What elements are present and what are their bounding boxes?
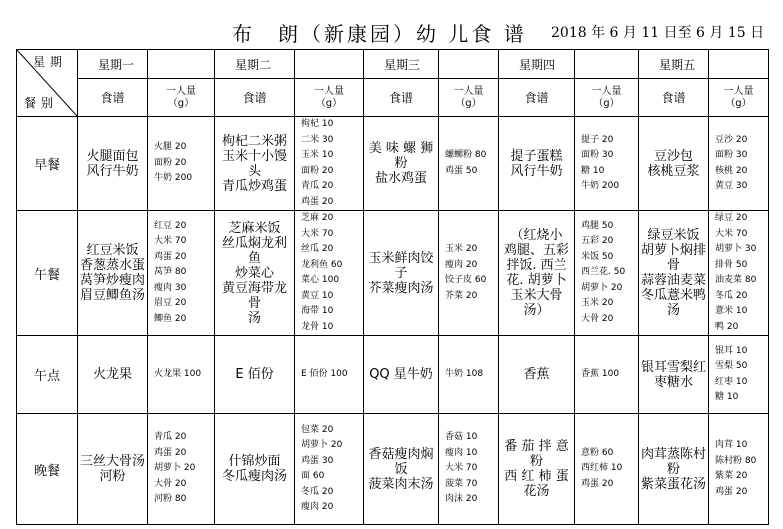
dish-cell xyxy=(499,211,575,336)
ingredient-item: 面粉 30 xyxy=(581,150,614,160)
dish-name-line: 肉茸蒸陈村 xyxy=(641,446,707,462)
quantity-header-line: （g） xyxy=(593,97,620,109)
ingredient-item: 包菜 20 xyxy=(301,424,334,435)
ingredient-cell xyxy=(575,336,639,414)
dish-name-line: 眉豆鲫鱼汤 xyxy=(80,288,146,303)
ingredient-item: 银耳 10 xyxy=(715,345,748,356)
meal-label: 午餐 xyxy=(17,211,78,336)
ingredient-item: 薏米 10 xyxy=(715,306,748,316)
dish-name-line: 莴笋炒瘦肉 xyxy=(80,273,146,288)
meal-label: 晚餐 xyxy=(17,414,78,525)
ingredient-item: 枸杞 10 xyxy=(301,119,334,129)
ingredient-cell xyxy=(295,414,364,525)
ingredient-cell xyxy=(295,117,364,211)
ingredient-item: 火腿 20 xyxy=(154,142,187,153)
dish-name-line: 紫菜蛋花汤 xyxy=(641,476,707,492)
ingredient-item: 肉沫 20 xyxy=(445,494,478,505)
dish-name-line: 饭 xyxy=(394,461,408,477)
dish-name-line: 冬瓜薏米鸭 xyxy=(641,288,707,303)
quantity-header-line: （g） xyxy=(455,97,482,109)
ingredient-item: 意粉 60 xyxy=(581,447,614,458)
ingredient-cell xyxy=(709,211,769,336)
dish-name-line: 蒜蓉油麦菜 xyxy=(641,273,707,288)
day-header: 星期四 xyxy=(499,50,575,79)
quantity-header-line: 一人量 xyxy=(314,85,344,97)
dish-name-line: 风行牛奶 xyxy=(510,163,563,179)
meal-row xyxy=(17,117,769,211)
quantity-column-header xyxy=(709,79,769,117)
ingredient-item: 瘦肉 30 xyxy=(154,282,187,293)
dish-cell xyxy=(364,414,439,525)
dish-name-line: 粉 xyxy=(529,454,543,469)
ingredient-cell xyxy=(575,117,639,211)
day-header: 星期五 xyxy=(639,50,709,79)
ingredient-cell xyxy=(575,211,639,336)
recipe-column-header: 食谱 xyxy=(215,79,295,117)
dish-cell xyxy=(215,336,295,414)
dish-name-line: 核桃豆浆 xyxy=(647,163,700,179)
ingredient-item: 瘦肉 10 xyxy=(445,447,478,458)
ingredient-item: 海带 10 xyxy=(301,306,334,316)
quantity-header-line: （g） xyxy=(315,97,343,109)
ingredient-cell xyxy=(709,117,769,211)
dish-name-line: 枣糖水 xyxy=(653,374,693,390)
ingredient-item: 大米 70 xyxy=(301,228,334,239)
dish-name-line: 火龙果 xyxy=(92,367,132,382)
day-header: 星期一 xyxy=(78,50,148,79)
ingredient-cell xyxy=(439,414,499,525)
ingredient-item: 胡萝卜 20 xyxy=(581,282,623,293)
ingredient-item: 鲫鱼 20 xyxy=(154,313,187,324)
ingredient-item: 雪梨 50 xyxy=(715,361,748,371)
ingredient-item: 菠菜 70 xyxy=(445,478,478,489)
dish-name-line: （红烧小 xyxy=(510,228,563,243)
ingredient-item: 丝瓜 20 xyxy=(301,244,334,254)
ingredient-item: 鸡腿 50 xyxy=(581,220,614,231)
ingredient-item: 牛奶 200 xyxy=(154,173,193,184)
quantity-header-line: 一人量 xyxy=(453,85,484,97)
dish-name-line: 番 茄 拌 意 xyxy=(504,439,569,454)
ingredient-item: 鸡蛋 20 xyxy=(154,447,187,458)
ingredient-item: 莴笋 80 xyxy=(154,267,187,278)
dish-name-line: 粉 xyxy=(666,461,680,477)
ingredient-item: 瘦肉 20 xyxy=(445,259,478,270)
ingredient-item: 黄豆 10 xyxy=(301,290,334,301)
ingredient-item: 玉米 20 xyxy=(445,244,478,254)
dish-name-line: 菠菜肉末汤 xyxy=(368,476,434,492)
dish-name-line: 香蕉 xyxy=(523,367,550,382)
dish-cell xyxy=(364,336,439,414)
column-header-row xyxy=(17,79,769,117)
dish-name-line: 风行牛奶 xyxy=(86,163,139,179)
dish-name-line: 豆沙包 xyxy=(653,148,693,164)
dish-cell xyxy=(78,414,148,525)
dish-name-line: 花汤 xyxy=(523,484,550,499)
ingredient-item: 菜心 100 xyxy=(301,275,340,285)
day-header-row xyxy=(17,50,769,79)
ingredient-item: 冬瓜 20 xyxy=(715,290,748,301)
quantity-column-header xyxy=(575,79,639,117)
ingredient-item: 香蕉 100 xyxy=(581,368,620,379)
dish-name-line: 火腿面包 xyxy=(86,148,139,164)
dish-name-line: 汤） xyxy=(523,303,550,318)
ingredient-item: 大骨 20 xyxy=(581,313,614,324)
ingredient-item: 二米 30 xyxy=(301,134,334,145)
ingredient-item: 龙利鱼 60 xyxy=(301,259,343,270)
dish-name-line: 玉米鲜肉饺 xyxy=(368,250,434,266)
dish-name-line: 鸡腿、五彩 xyxy=(503,243,569,258)
dish-name-line: 盐水鸡蛋 xyxy=(374,171,427,186)
dish-name-line: 丝瓜焖龙利鱼 xyxy=(221,235,287,266)
quantity-header-line: （g） xyxy=(725,97,752,109)
ingredient-item: 鸡蛋 20 xyxy=(154,251,187,262)
ingredient-item: 牛奶 200 xyxy=(581,181,620,191)
ingredient-item: 大米 70 xyxy=(154,236,187,247)
dish-cell xyxy=(215,117,295,211)
dish-cell xyxy=(364,211,439,336)
ingredient-item: 排骨 50 xyxy=(715,259,748,270)
recipe-column-header: 食谱 xyxy=(499,79,575,117)
ingredient-item: 鸡蛋 20 xyxy=(581,478,614,489)
ingredient-item: 核桃 20 xyxy=(715,165,748,176)
corner-day-label: 星期 xyxy=(32,55,67,69)
ingredient-cell xyxy=(709,414,769,525)
ingredient-item: 冬瓜 20 xyxy=(301,486,334,497)
dish-name-line: 西 红 柿 蛋 xyxy=(504,469,569,484)
ingredient-item: 提子 20 xyxy=(581,134,614,145)
day-header: 星期二 xyxy=(215,50,295,79)
dish-name-line: 香菇瘦肉焖 xyxy=(368,446,434,462)
meal-row xyxy=(17,414,769,525)
day-header: 星期三 xyxy=(364,50,439,79)
dish-name-line: 提子蛋糕 xyxy=(510,148,563,164)
meal-row xyxy=(17,211,769,336)
ingredient-item: 五彩 20 xyxy=(581,236,614,247)
dish-name-line: 骨 xyxy=(666,258,680,273)
ingredient-item: 米饭 50 xyxy=(581,251,614,262)
ingredient-cell xyxy=(295,336,364,414)
ingredient-item: 绿豆 20 xyxy=(715,213,748,223)
ingredient-item: 香菇 10 xyxy=(445,432,478,443)
ingredient-item: 火龙果 100 xyxy=(154,368,202,379)
ingredient-cell xyxy=(439,117,499,211)
ingredient-item: 红枣 10 xyxy=(715,376,748,387)
dish-name-line: 炒菜心 xyxy=(234,265,274,281)
ingredient-cell xyxy=(295,211,364,336)
dish-name-line: 粉 xyxy=(394,156,408,171)
meal-label: 午点 xyxy=(17,336,78,414)
dish-name-line: QQ 星牛奶 xyxy=(369,367,433,382)
quantity-header-line: 一人量 xyxy=(723,85,754,97)
dish-cell xyxy=(499,414,575,525)
dish-cell xyxy=(78,117,148,211)
dish-name-line: 河粉 xyxy=(99,469,126,484)
dish-name-line: 绿豆米饭 xyxy=(647,228,700,243)
ingredient-item: 龙骨 10 xyxy=(301,321,334,332)
ingredient-item: 红豆 20 xyxy=(154,220,187,231)
recipe-column-header: 食谱 xyxy=(78,79,148,117)
quantity-column-header xyxy=(295,79,364,117)
ingredient-item: 豆沙 20 xyxy=(715,134,748,145)
ingredient-item: 大骨 20 xyxy=(154,478,187,489)
menu-table xyxy=(16,49,769,525)
dish-name-line: 黄豆海带龙骨 xyxy=(221,280,287,311)
ingredient-item: 玉米 20 xyxy=(581,298,614,309)
dish-cell xyxy=(78,336,148,414)
ingredient-item: 鸡蛋 50 xyxy=(445,165,478,176)
dish-cell xyxy=(215,211,295,336)
dish-name-line: 红豆米饭 xyxy=(86,243,139,258)
ingredient-item: 糖 10 xyxy=(715,392,739,402)
ingredient-item: 油麦菜 80 xyxy=(715,275,757,285)
dish-cell xyxy=(499,336,575,414)
ingredient-item: 芝麻 20 xyxy=(301,213,334,223)
dish-name-line: 子 xyxy=(394,265,408,281)
dish-name-line: 玉米十小馒头 xyxy=(221,148,287,179)
ingredient-cell xyxy=(575,414,639,525)
ingredient-item: 饺子皮 60 xyxy=(445,275,487,285)
dish-name-line: 香葱蒸水蛋 xyxy=(80,258,146,273)
ingredient-item: 胡萝卜 20 xyxy=(154,463,196,474)
dish-name-line: 汤 xyxy=(247,310,261,326)
quantity-header-line: 一人量 xyxy=(591,85,622,97)
ingredient-item: 胡萝卜 30 xyxy=(715,244,757,254)
ingredient-item: 鸡蛋 20 xyxy=(301,196,334,207)
ingredient-item: 糖 10 xyxy=(581,165,605,176)
dish-name-line: E 佰份 xyxy=(235,367,274,382)
dish-name-line: 三丝大骨汤 xyxy=(80,454,146,469)
ingredient-item: 肉茸 10 xyxy=(715,440,748,450)
ingredient-item: 面粉 20 xyxy=(154,157,187,168)
ingredient-cell xyxy=(709,336,769,414)
ingredient-cell xyxy=(439,211,499,336)
dish-cell xyxy=(78,211,148,336)
ingredient-item: 面粉 30 xyxy=(715,150,748,160)
ingredient-item: 大米 70 xyxy=(445,463,478,474)
quantity-column-header xyxy=(148,79,215,117)
ingredient-cell xyxy=(439,336,499,414)
meal-row xyxy=(17,336,769,414)
date-range: 2018 年 6 月 11 日至 6 月 15 日 xyxy=(551,25,765,41)
ingredient-item: 鸭 20 xyxy=(715,321,739,332)
ingredient-item: 芥菜 20 xyxy=(445,290,478,301)
dish-name-line: 青瓜炒鸡蛋 xyxy=(221,178,287,194)
dish-name-line: 芥菜瘦肉汤 xyxy=(368,280,434,296)
ingredient-item: 河粉 80 xyxy=(154,494,187,505)
dish-cell xyxy=(639,117,709,211)
ingredient-item: 西兰花. 50 xyxy=(581,267,626,278)
corner-cell xyxy=(17,50,78,117)
ingredient-item: 大米 70 xyxy=(715,228,748,239)
dish-name-line: 冬瓜瘦肉汤 xyxy=(221,469,287,484)
dish-name-line: 银耳雪梨红 xyxy=(641,359,707,375)
meal-label: 早餐 xyxy=(17,117,78,211)
dish-cell xyxy=(639,414,709,525)
dish-name-line: 拌饭. 西兰 xyxy=(506,258,567,273)
quantity-header-line: 一人量 xyxy=(166,85,196,97)
ingredient-item: 胡萝卜 20 xyxy=(301,440,343,450)
recipe-column-header: 食谱 xyxy=(639,79,709,117)
dish-cell xyxy=(364,117,439,211)
dish-cell xyxy=(499,117,575,211)
ingredient-cell xyxy=(148,117,215,211)
dish-cell xyxy=(639,211,709,336)
menu-title: 布 朗（新康园）幼 儿食 谱 xyxy=(232,22,527,46)
dish-name-line: 什锦炒面 xyxy=(228,454,281,469)
ingredient-cell xyxy=(148,211,215,336)
ingredient-item: 玉米 10 xyxy=(301,150,334,160)
ingredient-item: 螺蛳粉 80 xyxy=(445,150,487,160)
dish-name-line: 胡萝卜焖排 xyxy=(641,243,707,258)
ingredient-item: 瘦肉 20 xyxy=(301,502,334,512)
ingredient-item: 牛奶 108 xyxy=(445,368,484,379)
ingredient-item: 眉豆 20 xyxy=(154,298,187,309)
ingredient-item: 青瓜 20 xyxy=(154,432,187,443)
quantity-header-line: （g） xyxy=(167,97,195,109)
ingredient-item: 面 60 xyxy=(301,471,325,481)
quantity-column-header xyxy=(439,79,499,117)
ingredient-item: 鸡蛋 30 xyxy=(301,455,334,466)
ingredient-item: 鸡蛋 20 xyxy=(715,486,748,497)
dish-name-line: 枸杞二米粥 xyxy=(221,133,287,149)
ingredient-item: E 佰份 100 xyxy=(301,368,348,379)
dish-name-line: 美 味 螺 狮 xyxy=(368,141,434,156)
ingredient-item: 青瓜 20 xyxy=(301,181,334,191)
corner-meal-label: 餐别 xyxy=(24,96,59,110)
dish-cell xyxy=(639,336,709,414)
recipe-column-header: 食谱 xyxy=(364,79,439,117)
ingredient-item: 黄豆 30 xyxy=(715,181,748,191)
dish-name-line: 花. 胡萝卜 xyxy=(506,273,567,288)
dish-name-line: 芝麻米饭 xyxy=(228,220,281,236)
dish-cell xyxy=(215,414,295,525)
ingredient-item: 面粉 20 xyxy=(301,165,334,176)
dish-name-line: 玉米大骨 xyxy=(510,288,563,303)
ingredient-item: 紫菜 20 xyxy=(715,471,748,481)
dish-name-line: 汤 xyxy=(666,303,680,318)
ingredient-item: 陈村粉 80 xyxy=(715,455,757,466)
ingredient-cell xyxy=(148,336,215,414)
ingredient-item: 西红柿 10 xyxy=(581,463,623,474)
ingredient-cell xyxy=(148,414,215,525)
